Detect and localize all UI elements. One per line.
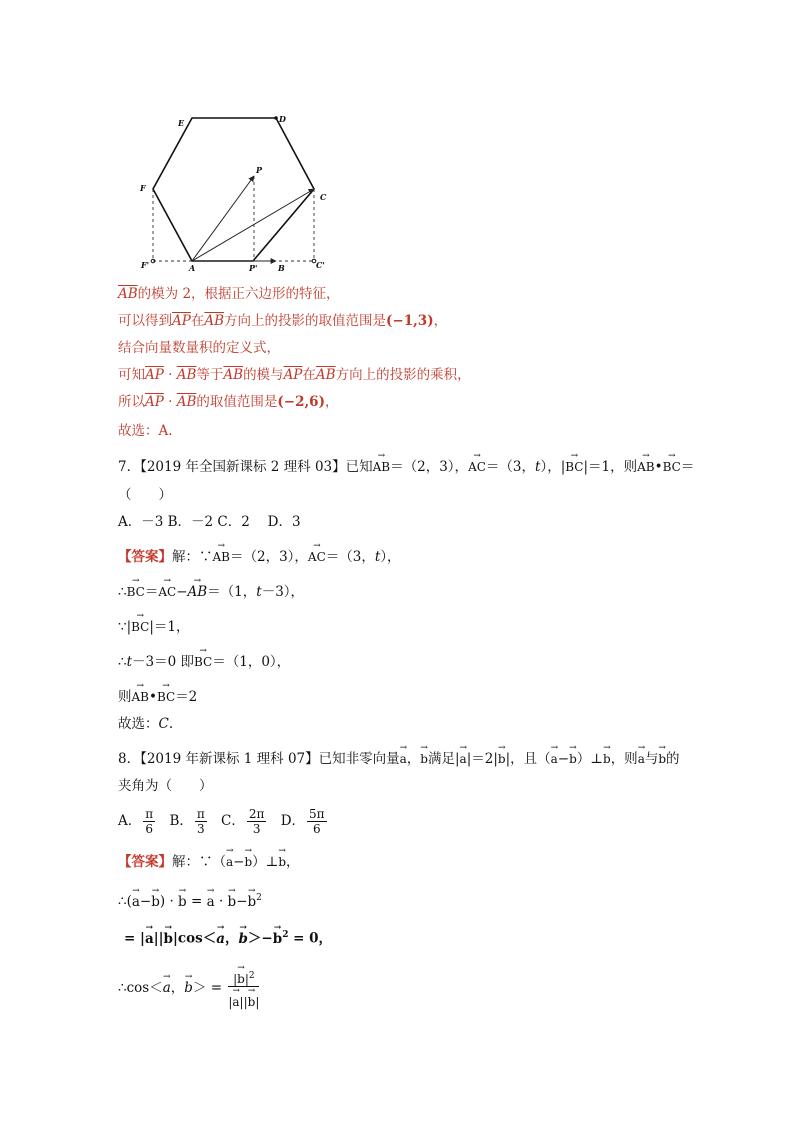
vector-ab: → AB [637,458,654,476]
text: 方向上的投影的取值范围是 [224,313,387,329]
text: ， [433,313,448,329]
text: ∴ [118,654,127,670]
solution6-line4 [118,366,471,384]
option-a-label: A． [118,813,142,829]
range-value: (−1,3) [386,313,434,329]
text: ＞− [247,930,273,947]
minus-operator: − [557,751,570,767]
text: －3＝0 即 [132,654,195,670]
variable-t: t [374,549,381,565]
denominator: 6 [145,822,154,836]
vector-ab: $\overline{AB}$ [204,313,225,329]
text: || [239,994,248,1009]
text: 解：∵ [172,549,213,565]
vector-ab: → AB [373,458,390,476]
vector-b: → b [273,930,282,948]
numerator: 2π [248,807,265,821]
vector-a: → a [145,930,154,948]
text: |cos＜ [172,930,217,947]
vector-a: → a [232,995,239,1009]
solution8-line4 [118,966,261,1010]
text: ＝ [144,584,159,600]
text: . [168,716,174,732]
text: ， [224,930,239,947]
text: 可以得到 [118,313,172,329]
text: = 0， [288,930,333,947]
vector-a: → a [216,930,225,948]
vector-ap [192,176,254,261]
text: | [233,971,238,986]
denominator: 3 [252,822,261,836]
dot-operator: · [163,367,177,383]
vector-bc: → BC [131,618,149,636]
numerator: π [196,807,205,821]
minus-operator: − [233,854,245,870]
variable-t: t [256,584,262,600]
answer-tag: 【答案】 [118,549,172,565]
vector-b: → b [278,853,286,871]
option-c-fraction [247,807,267,836]
vector-b: → b [248,893,257,911]
text: ＝（1，0）， [212,654,291,670]
question8-line2 [118,777,213,795]
vector-ac: → AC [308,548,326,566]
vector-ap: $\overline{AP}$ [283,367,303,383]
vector-ac [192,189,314,261]
vector-b: → b [228,893,237,911]
solution8-line3 [124,926,332,948]
solution6-line2 [118,312,447,330]
question8-stem [118,750,680,768]
vector-ab: $\overline{AB}$ [176,367,197,383]
text: 所以 [118,394,145,410]
text: 在 [190,313,205,329]
numerator: 5π [309,807,325,821]
text: ＝（3， [325,549,375,565]
option-d-label: D． [280,813,306,829]
solution6-line5 [118,393,338,411]
label-pp: P' [249,263,258,273]
dot-operator: · [163,394,177,410]
text: 的模与 [243,367,284,383]
text: 故选：A. [118,423,173,439]
text: | [228,994,233,1009]
exponent: 2 [248,970,255,981]
text: ∴( [118,893,132,910]
text: = | [124,930,145,947]
text: 可知 [118,367,145,383]
hexagon-figure [138,106,338,276]
text: || [153,930,164,947]
vector-ab: → AB [213,548,230,566]
text: ），| [540,459,566,475]
text: ）⊥ [252,854,279,870]
vector-bc: → BC [565,458,583,476]
dot-operator: • [148,689,157,705]
vector-ab: → AB [132,688,149,706]
label-fp: F' [141,260,150,270]
vector-ap: $\overline{AP}$ [145,394,164,410]
solution8-line1 [118,853,300,871]
question7-stem [118,458,694,476]
text: ，则 [610,751,638,767]
label-cp: C' [316,260,325,270]
text: ∵| [118,619,132,635]
solution7-line4 [118,653,290,671]
vector-b: → b [151,893,160,911]
text: ＝（2，3）， [390,459,469,475]
solution7-answer [118,715,173,733]
question8-options [118,806,329,836]
text: 的 [666,751,680,767]
range-value: (−2,6) [277,394,325,410]
text: ， [324,394,339,410]
text: ＝2 [175,689,198,705]
text: ）⊥ [576,751,603,767]
vector-b: → b [237,972,245,986]
text: 方向上的投影的乘积， [335,367,471,383]
exponent: 2 [282,930,289,940]
variable-t: t [126,654,133,670]
text: ， [406,751,421,767]
minus-operator: − [139,893,152,910]
vector-a: → a [400,750,407,768]
label-e: E [178,118,185,128]
text: ＝（3， [485,459,536,475]
equals-operator: = [186,893,207,910]
text: ＝（2，3）， [229,549,308,565]
vector-bc: → BC [127,583,145,601]
vector-b: → b [248,995,256,1009]
text: 的模为 2，根据正六边形的特征， [137,286,340,302]
question7-options [118,513,301,531]
text: 解：∵（ [172,854,226,870]
vector-ab: $\overline{AB}$ [223,367,244,383]
vector-b: → b [164,930,173,948]
vector-b: → b [498,750,506,768]
vector-a: → a [163,966,171,1010]
text: （ ） [118,487,172,503]
vector-ac: → AC [468,458,486,476]
text: ) · [159,893,179,910]
text: |＝1，则 [583,459,638,475]
variable-t: t [535,459,541,475]
vector-bc: → BC [663,458,681,476]
vector-ab: $\overline{AB}$ [176,394,197,410]
label-c: C [320,192,327,202]
vector-ab: $\overline{AB}$ [118,286,138,302]
vector-bc: → BC [157,688,175,706]
solution7-line3 [118,618,190,636]
text: ＝ [680,459,695,475]
vector-a: → a [638,750,645,768]
answer-letter: C [158,716,169,732]
label-a: A [189,263,196,273]
numerator: π [145,807,154,821]
dot-operator: • [654,459,663,475]
answer-tag: 【答案】 [118,854,172,870]
text: ＞ = [192,980,227,996]
option-b-fraction [195,807,207,836]
text: －3）， [261,584,305,600]
exponent: 2 [256,893,262,903]
option-c-label: C． [221,813,245,829]
hexagon-shape [153,118,314,261]
solution6-answer [118,422,173,440]
question7-paren [118,486,172,504]
vector-ac: → AC [158,583,176,601]
text: |＝2| [466,751,498,767]
question-number: 8．【2019 年新课标 1 理科 07】已知非零向量 [118,751,400,767]
solution7-line2 [118,583,304,601]
dot-operator: · [214,893,228,910]
solution8-line2 [118,889,262,911]
text: ∴cos＜ [118,980,163,996]
option-d-fraction [307,807,327,836]
option-a-fraction [143,807,155,836]
text: 等于 [196,367,224,383]
vector-b: → b [420,750,428,768]
solution7-line1 [118,548,401,566]
solution6-line3 [118,339,280,357]
cos-fraction [228,969,259,1009]
vector-a: → a [207,893,215,911]
question-number: 7．【2019 年全国新课标 2 理科 03】已知 [118,459,373,475]
text: |＝1， [149,619,190,635]
denominator: 3 [196,822,205,836]
solution6-line1 [118,285,340,303]
label-f: F [140,183,146,193]
text: 满足| [427,751,460,767]
text: | [255,994,260,1009]
vector-b: → b [238,930,247,948]
vector-ab: $\overline{AB}$ [315,367,336,383]
vector-ap: $\overline{AP}$ [172,313,191,329]
text: 夹角为（ ） [118,778,213,794]
text: ∴ [118,584,127,600]
text: ＝（1， [207,584,257,600]
solution7-line5 [118,688,197,706]
vector-ab: → AB [188,583,208,601]
vector-a: → a [551,750,558,768]
text: |，且（ [505,751,551,767]
text: 与 [644,751,659,767]
label-d: D [279,114,286,124]
vector-a: → a [132,893,140,911]
text: − [176,584,188,600]
vector-b: → b [603,750,611,768]
label-b: B [278,263,285,273]
point-d [274,116,278,120]
label-p: P [256,165,263,175]
vector-b: → b [184,966,193,1010]
vector-b: → b [244,853,252,871]
vector-ap: $\overline{AP}$ [145,367,164,383]
text: 的取值范围是 [196,394,278,410]
vector-a: → a [226,853,233,871]
options-text: A．－3 B．－2 C．2 D．3 [118,514,301,530]
vector-b: → b [178,893,187,911]
denominator [228,987,259,1009]
denominator: 6 [312,822,321,836]
text: 故选： [118,716,159,732]
text: ， [170,980,185,996]
vector-a: → a [460,750,467,768]
text: 结合向量数量积的定义式， [118,340,280,356]
text: 则 [118,689,132,705]
option-b-label: B． [169,813,193,829]
text: ）， [380,549,401,565]
vector-b: → b [569,750,577,768]
vector-bc: → BC [194,653,212,671]
text: 在 [302,367,316,383]
minus-operator: − [236,893,248,910]
text: ， [286,854,300,870]
vector-b: → b [658,750,666,768]
text: | [244,971,249,986]
